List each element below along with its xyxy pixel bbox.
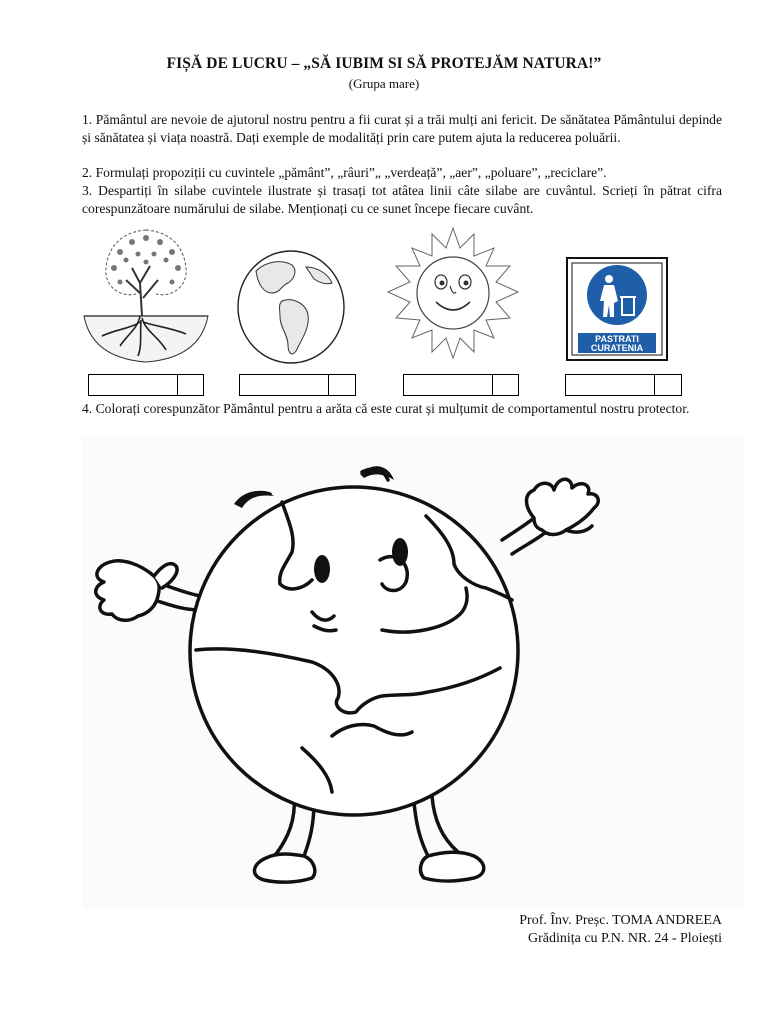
syllable-count-square[interactable] <box>493 375 518 395</box>
syllable-count-square[interactable] <box>655 375 681 395</box>
page-title: FIȘĂ DE LUCRU – „SĂ IUBIM SI SĂ PROTEJĂM NATURA!” <box>166 55 602 72</box>
answer-box-3[interactable] <box>403 374 519 396</box>
smiling-sun-icon <box>380 226 526 360</box>
sign-text-line1: PASTRATI <box>595 334 639 344</box>
task-3: 3. Despartiți în silabe cuvintele ilustrate și trasați tot atâtea linii câte silabe are cuvântul. Scrieți în pătrat cifra corespunzătoare numărului de silabe. Menționați cu ce sunet începe fiecare cuvânt. <box>82 183 722 216</box>
answer-box-4[interactable] <box>565 374 682 396</box>
footer-author: Prof. Înv. Preșc. TOMA ANDREEA <box>519 913 722 928</box>
answer-box-2[interactable] <box>239 374 356 396</box>
recycling-sign-icon <box>566 257 668 361</box>
syllable-line-area[interactable] <box>89 375 178 395</box>
syllable-count-square[interactable] <box>329 375 355 395</box>
happy-earth-icon[interactable] <box>82 436 744 910</box>
syllable-line-area[interactable] <box>404 375 493 395</box>
task-1: 1. Pământul are nevoie de ajutorul nostru pentru a fii curat și a trăi mulți ani fericit. De sănătatea Pământului depinde și sănătatea și viața noastră. Dați exemple de modalități prin care putem ajuta la reducerea poluării. <box>82 112 722 145</box>
page-subtitle: (Grupa mare) <box>348 76 420 91</box>
globe-icon <box>236 249 346 367</box>
answer-box-1[interactable] <box>88 374 204 396</box>
syllable-count-square[interactable] <box>178 375 203 395</box>
footer-institution: Grădinița cu P.N. NR. 24 - Ploiești <box>527 931 722 946</box>
task-4: 4. Colorați corespunzător Pământul pentru a arăta că este curat și mulțumit de comportamentul nostru protector. <box>82 401 690 416</box>
syllable-line-area[interactable] <box>566 375 655 395</box>
tree-with-roots-icon <box>80 228 212 363</box>
task-2: 2. Formulați propoziții cu cuvintele „pământ”, „râuri”„ „verdeață”, „aer”, „poluare”, „reciclare”. <box>82 165 607 180</box>
sign-text-line2: CURATENIA <box>590 343 644 353</box>
syllable-line-area[interactable] <box>240 375 329 395</box>
